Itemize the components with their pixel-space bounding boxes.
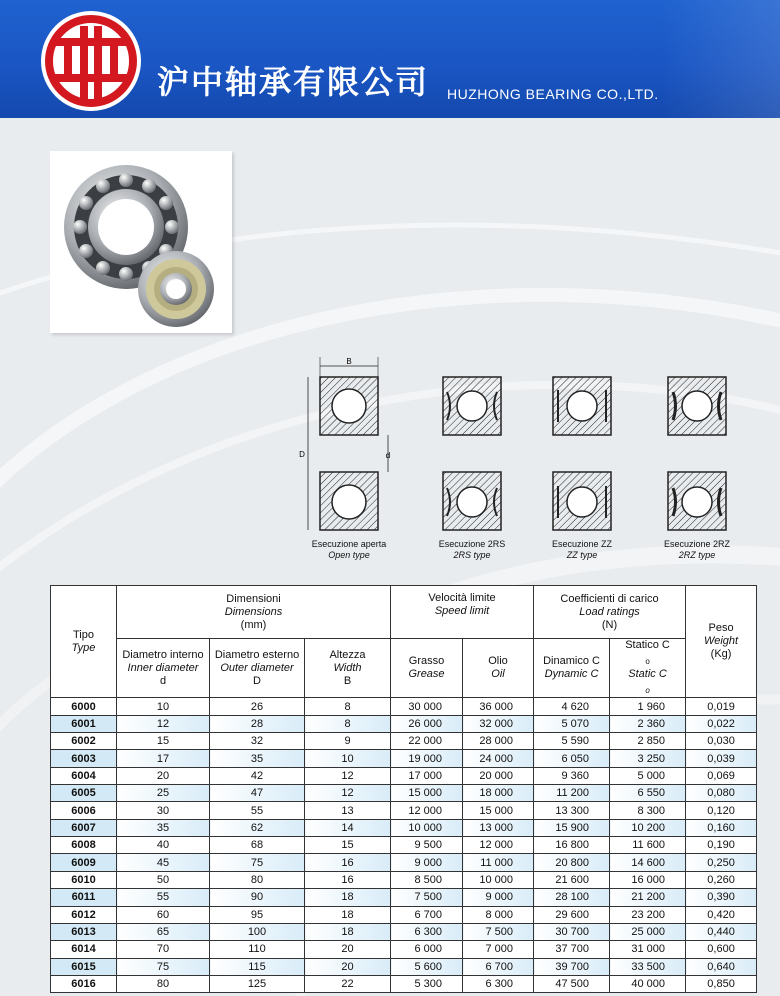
header-banner: [0, 0, 780, 118]
cell-dynamic-load: 30 700: [534, 923, 610, 940]
table-row: [51, 958, 757, 975]
cell-weight: 0,440: [686, 923, 757, 940]
cell-inner-diameter: 15: [117, 733, 210, 750]
cell-inner-diameter: 50: [117, 871, 210, 888]
table-row: [51, 733, 757, 750]
cell-inner-diameter: 70: [117, 941, 210, 958]
cell-static-load: 21 200: [610, 889, 686, 906]
cell-outer-diameter: 62: [210, 819, 305, 836]
cell-width: 18: [305, 923, 391, 940]
cell-dynamic-load: 6 050: [534, 750, 610, 767]
cell-outer-diameter: 95: [210, 906, 305, 923]
cell-inner-diameter: 65: [117, 923, 210, 940]
cell-speed-oil: 11 000: [463, 854, 534, 871]
cell-width: 20: [305, 941, 391, 958]
header-grease: Grasso Grease: [391, 639, 463, 698]
cell-weight: 0,850: [686, 975, 757, 992]
cell-static-load: 33 500: [610, 958, 686, 975]
cell-width: 16: [305, 871, 391, 888]
cell-outer-diameter: 42: [210, 767, 305, 784]
cell-outer-diameter: 75: [210, 854, 305, 871]
cell-type: 6014: [51, 941, 117, 958]
cell-dynamic-load: 5 590: [534, 733, 610, 750]
header-dimensions: Dimensioni Dimensions (mm): [117, 586, 391, 639]
cell-weight: 0,039: [686, 750, 757, 767]
cell-speed-grease: 8 500: [391, 871, 463, 888]
cell-width: 20: [305, 958, 391, 975]
table-row: [51, 785, 757, 802]
table-row: [51, 941, 757, 958]
cell-speed-oil: 20 000: [463, 767, 534, 784]
cell-width: 8: [305, 698, 391, 715]
cell-width: 12: [305, 785, 391, 802]
cell-width: 18: [305, 889, 391, 906]
bearing-spec-table-container: [50, 585, 738, 989]
cell-type: 6001: [51, 715, 117, 732]
header-static: Statico C $_o$ Static C $_o$: [610, 639, 686, 698]
header-load-ratings: Coefficienti di carico Load ratings (N): [534, 586, 686, 639]
cell-weight: 0,640: [686, 958, 757, 975]
zz-type-drawing: [553, 377, 611, 530]
table-row: [51, 889, 757, 906]
cell-speed-oil: 24 000: [463, 750, 534, 767]
bearing-photo: [50, 151, 232, 333]
cell-dynamic-load: 47 500: [534, 975, 610, 992]
cell-inner-diameter: 30: [117, 802, 210, 819]
company-name-english: HUZHONG BEARING CO.,LTD.: [447, 86, 659, 102]
2rs-type-drawing: [443, 377, 501, 530]
bearing-spec-table: [50, 585, 757, 993]
cross-section-drawings: [290, 352, 750, 542]
cell-speed-grease: 6 300: [391, 923, 463, 940]
cell-type: 6015: [51, 958, 117, 975]
cell-weight: 0,030: [686, 733, 757, 750]
cell-dynamic-load: 11 200: [534, 785, 610, 802]
cell-outer-diameter: 26: [210, 698, 305, 715]
cell-type: 6010: [51, 871, 117, 888]
cell-width: 8: [305, 715, 391, 732]
dim-b-label: B: [346, 357, 352, 366]
bearing-section-diagrams: [290, 352, 750, 572]
cell-static-load: 5 000: [610, 767, 686, 784]
cell-dynamic-load: 16 800: [534, 837, 610, 854]
cell-speed-oil: 8 000: [463, 906, 534, 923]
cell-outer-diameter: 32: [210, 733, 305, 750]
cell-dynamic-load: 5 070: [534, 715, 610, 732]
cell-dynamic-load: 29 600: [534, 906, 610, 923]
cell-inner-diameter: 17: [117, 750, 210, 767]
cell-static-load: 2 850: [610, 733, 686, 750]
table-body: [51, 698, 757, 993]
cell-speed-grease: 22 000: [391, 733, 463, 750]
cell-speed-oil: 9 000: [463, 889, 534, 906]
table-row: [51, 819, 757, 836]
cell-speed-grease: 7 500: [391, 889, 463, 906]
cell-outer-diameter: 100: [210, 923, 305, 940]
cell-type: 6009: [51, 854, 117, 871]
cell-speed-oil: 10 000: [463, 871, 534, 888]
cell-type: 6011: [51, 889, 117, 906]
cell-outer-diameter: 28: [210, 715, 305, 732]
cell-speed-grease: 19 000: [391, 750, 463, 767]
cell-weight: 0,120: [686, 802, 757, 819]
cell-weight: 0,250: [686, 854, 757, 871]
cell-speed-grease: 9 000: [391, 854, 463, 871]
cell-type: 6008: [51, 837, 117, 854]
cell-type: 6002: [51, 733, 117, 750]
cell-inner-diameter: 60: [117, 906, 210, 923]
cell-weight: 0,420: [686, 906, 757, 923]
header-inner-diameter: Diametro interno Inner diameter d: [117, 639, 210, 698]
open-type-drawing: [308, 357, 391, 530]
cell-width: 18: [305, 906, 391, 923]
cell-type: 6007: [51, 819, 117, 836]
cell-outer-diameter: 55: [210, 802, 305, 819]
cell-inner-diameter: 10: [117, 698, 210, 715]
cell-speed-grease: 9 500: [391, 837, 463, 854]
cell-static-load: 14 600: [610, 854, 686, 871]
cell-weight: 0,190: [686, 837, 757, 854]
cell-static-load: 8 300: [610, 802, 686, 819]
cell-speed-oil: 6 300: [463, 975, 534, 992]
cell-speed-grease: 30 000: [391, 698, 463, 715]
cell-inner-diameter: 75: [117, 958, 210, 975]
cell-static-load: 1 960: [610, 698, 686, 715]
cell-type: 6005: [51, 785, 117, 802]
cell-type: 6012: [51, 906, 117, 923]
cell-type: 6016: [51, 975, 117, 992]
cell-dynamic-load: 13 300: [534, 802, 610, 819]
zz-type-caption: Esecuzione ZZ ZZ type: [551, 539, 613, 560]
cell-static-load: 10 200: [610, 819, 686, 836]
cell-dynamic-load: 15 900: [534, 819, 610, 836]
cell-dynamic-load: 39 700: [534, 958, 610, 975]
cell-inner-diameter: 45: [117, 854, 210, 871]
cell-speed-oil: 32 000: [463, 715, 534, 732]
cell-static-load: 6 550: [610, 785, 686, 802]
cell-speed-oil: 36 000: [463, 698, 534, 715]
header-width: Altezza Width B: [305, 639, 391, 698]
cell-weight: 0,022: [686, 715, 757, 732]
cell-dynamic-load: 21 600: [534, 871, 610, 888]
cell-speed-grease: 5 300: [391, 975, 463, 992]
cell-speed-grease: 26 000: [391, 715, 463, 732]
2rs-type-caption: Esecuzione 2RS 2RS type: [438, 539, 506, 560]
cell-weight: 0,080: [686, 785, 757, 802]
cell-speed-oil: 7 500: [463, 923, 534, 940]
cell-type: 6004: [51, 767, 117, 784]
header-dynamic: Dinamico C Dynamic C: [534, 639, 610, 698]
table-row: [51, 715, 757, 732]
cell-speed-grease: 6 000: [391, 941, 463, 958]
table-row: [51, 854, 757, 871]
dim-inner-label: d: [385, 451, 391, 460]
cell-outer-diameter: 47: [210, 785, 305, 802]
cell-width: 16: [305, 854, 391, 871]
cell-outer-diameter: 115: [210, 958, 305, 975]
company-name-chinese: 沪中轴承有限公司: [157, 63, 430, 101]
cell-outer-diameter: 68: [210, 837, 305, 854]
cell-static-load: 2 360: [610, 715, 686, 732]
header-shine: [660, 0, 780, 118]
cell-speed-oil: 12 000: [463, 837, 534, 854]
table-row: [51, 837, 757, 854]
company-logo: [38, 8, 144, 114]
cell-speed-grease: 15 000: [391, 785, 463, 802]
table-row: [51, 923, 757, 940]
cell-weight: 0,019: [686, 698, 757, 715]
table-row: [51, 906, 757, 923]
table-row: [51, 750, 757, 767]
2rz-type-caption: Esecuzione 2RZ 2RZ type: [663, 539, 731, 560]
cell-width: 14: [305, 819, 391, 836]
cell-static-load: 31 000: [610, 941, 686, 958]
cell-type: 6000: [51, 698, 117, 715]
cell-inner-diameter: 20: [117, 767, 210, 784]
cell-width: 13: [305, 802, 391, 819]
cell-outer-diameter: 90: [210, 889, 305, 906]
cell-inner-diameter: 12: [117, 715, 210, 732]
cell-speed-grease: 6 700: [391, 906, 463, 923]
table-row: [51, 871, 757, 888]
cell-weight: 0,069: [686, 767, 757, 784]
cell-inner-diameter: 25: [117, 785, 210, 802]
cell-outer-diameter: 125: [210, 975, 305, 992]
cell-width: 15: [305, 837, 391, 854]
cell-dynamic-load: 20 800: [534, 854, 610, 871]
cell-width: 22: [305, 975, 391, 992]
header-weight: Peso Weight (Kg): [686, 586, 757, 698]
table-row: [51, 802, 757, 819]
cell-inner-diameter: 35: [117, 819, 210, 836]
cell-speed-oil: 13 000: [463, 819, 534, 836]
header-outer-diameter: Diametro esterno Outer diameter D: [210, 639, 305, 698]
table-row: [51, 767, 757, 784]
header-type: Tipo Type: [51, 586, 117, 698]
cell-static-load: 11 600: [610, 837, 686, 854]
cell-inner-diameter: 80: [117, 975, 210, 992]
dim-outer-label: D: [299, 450, 305, 459]
cell-weight: 0,600: [686, 941, 757, 958]
header-speed-limit: Velocità limite Speed limit: [391, 586, 534, 639]
cell-static-load: 40 000: [610, 975, 686, 992]
cell-static-load: 16 000: [610, 871, 686, 888]
cell-width: 10: [305, 750, 391, 767]
cell-dynamic-load: 4 620: [534, 698, 610, 715]
cell-static-load: 3 250: [610, 750, 686, 767]
cell-type: 6013: [51, 923, 117, 940]
cell-speed-grease: 5 600: [391, 958, 463, 975]
cell-dynamic-load: 28 100: [534, 889, 610, 906]
cell-outer-diameter: 35: [210, 750, 305, 767]
cell-speed-grease: 10 000: [391, 819, 463, 836]
cell-static-load: 25 000: [610, 923, 686, 940]
cell-weight: 0,390: [686, 889, 757, 906]
cell-speed-oil: 28 000: [463, 733, 534, 750]
cell-static-load: 23 200: [610, 906, 686, 923]
cell-speed-oil: 15 000: [463, 802, 534, 819]
cell-outer-diameter: 80: [210, 871, 305, 888]
cell-weight: 0,160: [686, 819, 757, 836]
cell-type: 6006: [51, 802, 117, 819]
cell-type: 6003: [51, 750, 117, 767]
cell-outer-diameter: 110: [210, 941, 305, 958]
table-row: [51, 698, 757, 715]
cell-width: 9: [305, 733, 391, 750]
table-row: [51, 975, 757, 992]
open-type-caption: Esecuzione aperta Open type: [311, 539, 387, 560]
cell-inner-diameter: 55: [117, 889, 210, 906]
cell-weight: 0,260: [686, 871, 757, 888]
cell-speed-oil: 18 000: [463, 785, 534, 802]
cell-dynamic-load: 9 360: [534, 767, 610, 784]
cell-speed-oil: 6 700: [463, 958, 534, 975]
header-oil: Olio Oil: [463, 639, 534, 698]
cell-speed-grease: 17 000: [391, 767, 463, 784]
cell-width: 12: [305, 767, 391, 784]
bearing-illustration: [50, 151, 232, 333]
2rz-type-drawing: [668, 377, 726, 530]
cell-speed-oil: 7 000: [463, 941, 534, 958]
cell-inner-diameter: 40: [117, 837, 210, 854]
cell-speed-grease: 12 000: [391, 802, 463, 819]
cell-dynamic-load: 37 700: [534, 941, 610, 958]
